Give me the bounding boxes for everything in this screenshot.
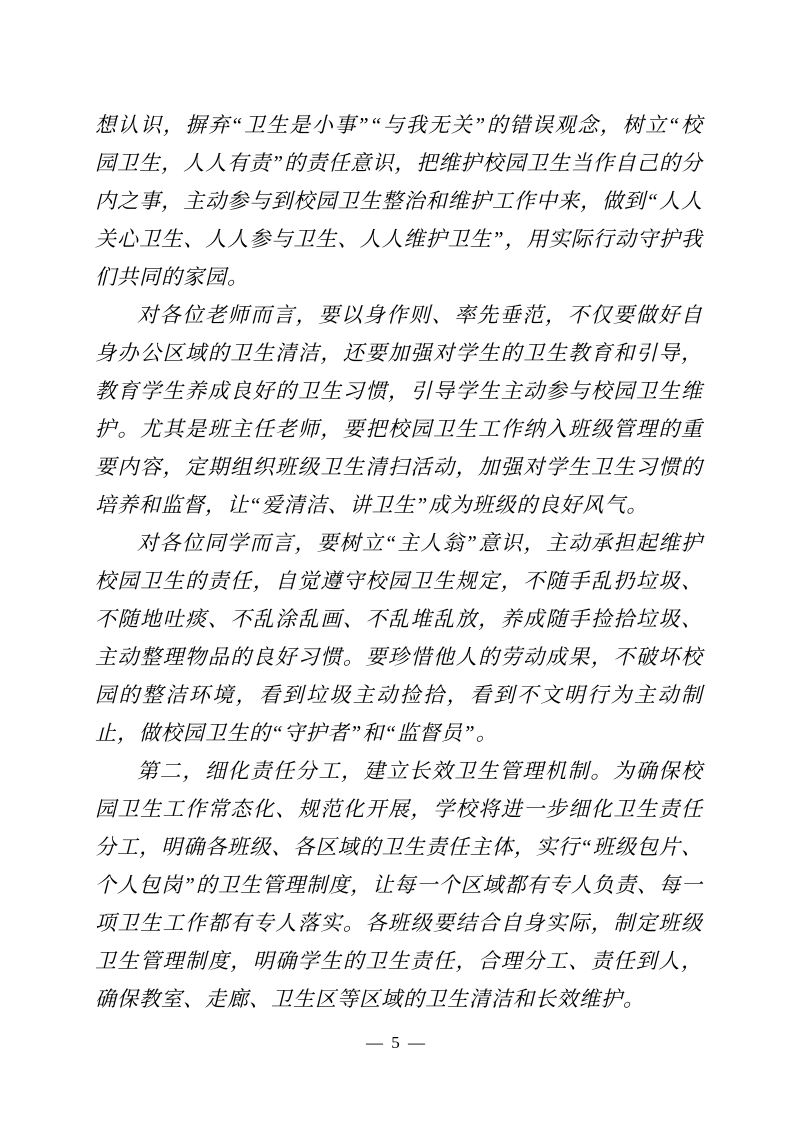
paragraph-3: 对各位同学而言，要树立“主人翁”意识，主动承担起维护校园卫生的责任，自觉遵守校园卫生规定，不随手乱扔垃圾、不随地吐痰、不乱涂乱画、不乱堆乱放，养成随手捡拾垃圾、主动整理物品的良好习惯。要珍惜他人的劳动成果，不破坏校园的整洁环境，看到垃圾主动捡拾，看到不文明行为主动制止，做校园卫生的“守护者”和“监督员”。: [95, 531, 703, 745]
paragraph-1: 想认识，摒弃“卫生是小事”“与我无关”的错误观念，树立“校园卫生，人人有责”的责任意识，把维护校园卫生当作自己的分内之事，主动参与到校园卫生整治和维护工作中来，做到“人人关心卫生、人人参与卫生、人人维护卫生”，用实际行动守护我们共同的家园。: [95, 113, 703, 289]
page-footer: [0, 1033, 793, 1053]
document-body: [95, 106, 703, 1018]
paragraph-2: 对各位老师而言，要以身作则、率先垂范，不仅要做好自身办公区域的卫生清洁，还要加强对学生的卫生教育和引导，教育学生养成良好的卫生习惯，引导学生主动参与校园卫生维护。尤其是班主任老师，要把校园卫生工作纳入班级管理的重要内容，定期组织班级卫生清扫活动，加强对学生卫生习惯的培养和监督，让“爱清洁、讲卫生”成为班级的良好风气。: [95, 303, 703, 517]
page-number: — 5 —: [366, 1033, 427, 1052]
paragraph-4: 第二，细化责任分工，建立长效卫生管理机制。为确保校园卫生工作常态化、规范化开展，学校将进一步细化卫生责任分工，明确各班级、各区域的卫生责任主体，实行“班级包片、个人包岗”的卫生管理制度，让每一个区域都有专人负责、每一项卫生工作都有专人落实。各班级要结合自身实际，制定班级卫生管理制度，明确学生的卫生责任，合理分工、责任到人，确保教室、走廊、卫生区等区域的卫生清洁和长效维护。: [95, 759, 703, 1011]
